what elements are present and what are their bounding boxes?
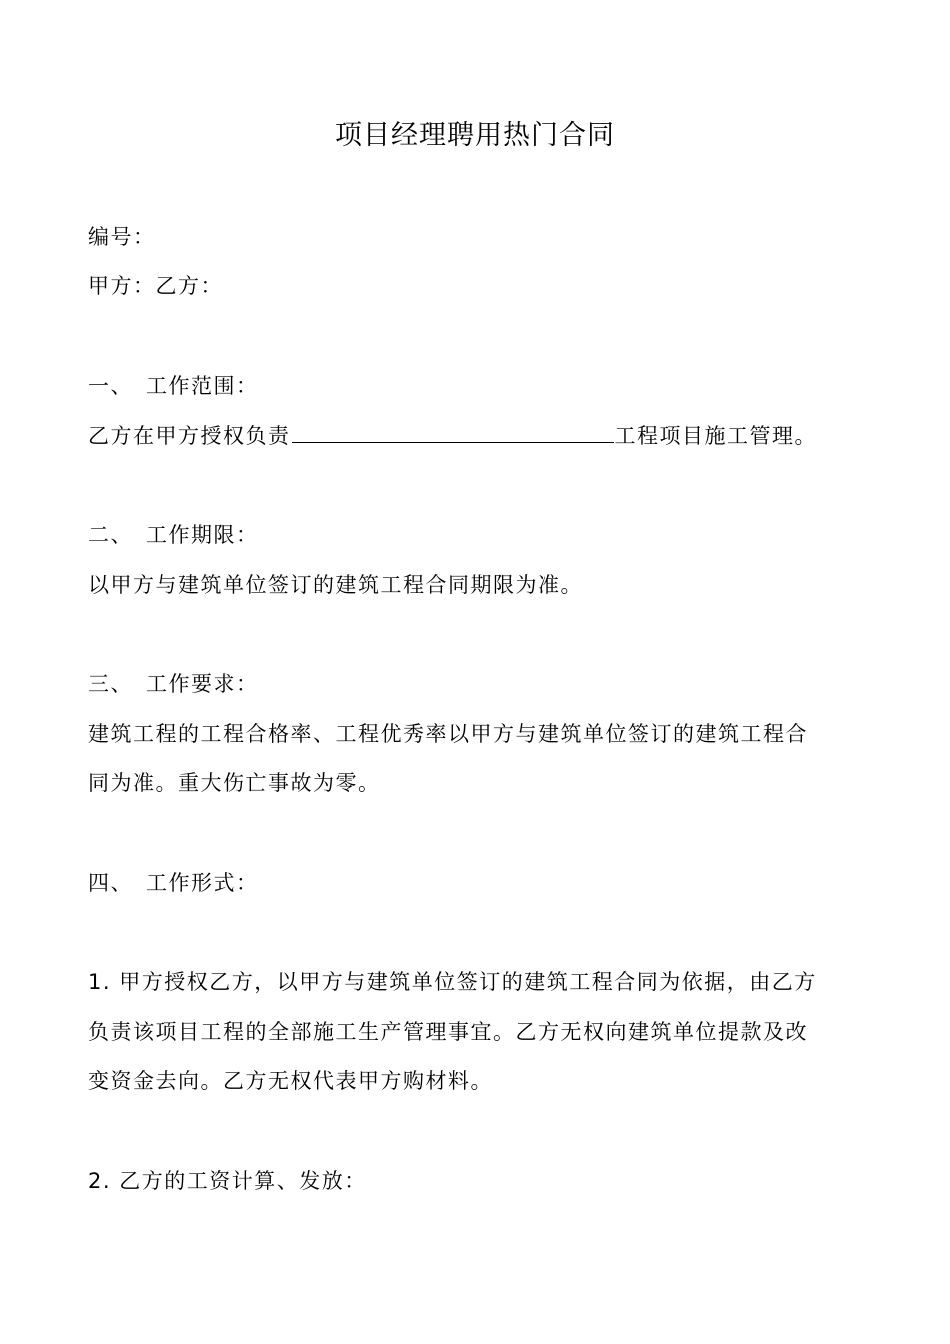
section-4-heading bbox=[88, 868, 259, 898]
section-3-heading bbox=[88, 669, 259, 699]
section-4-item-2-line-1: 2. 乙方的工资计算、发放： bbox=[88, 1169, 367, 1193]
section-3-text-line-1: 建筑工程的工程合格率、工程优秀率以甲方与建筑单位签订的建筑工程合 bbox=[88, 722, 808, 746]
section-4-item-1-line-3: 变资金去向。乙方无权代表甲方购材料。 bbox=[88, 1069, 493, 1093]
section-4-item-1-line-1: 1. 甲方授权乙方，以甲方与建筑单位签订的建筑工程合同为依据，由乙方 bbox=[88, 970, 817, 994]
section-1-title: 工作范围： bbox=[146, 374, 259, 398]
section-2-title: 工作期限： bbox=[146, 523, 259, 547]
contract-number-label: 编号： bbox=[88, 225, 156, 249]
section-2-number: 二、 bbox=[88, 523, 133, 547]
section-1-text-pre: 乙方在甲方授权负责 bbox=[88, 424, 291, 448]
section-1-heading bbox=[88, 371, 259, 401]
project-name-blank[interactable] bbox=[292, 420, 614, 443]
section-1-text-post: 工程项目施工管理。 bbox=[614, 424, 817, 448]
section-2-heading bbox=[88, 520, 259, 550]
section-1-text bbox=[88, 420, 817, 451]
section-4-number: 四、 bbox=[88, 871, 133, 895]
section-3-title: 工作要求： bbox=[146, 672, 259, 696]
parties-label: 甲方：乙方： bbox=[88, 274, 223, 298]
section-2-text: 以甲方与建筑单位签订的建筑工程合同期限为准。 bbox=[88, 573, 583, 597]
section-4-title: 工作形式： bbox=[146, 871, 259, 895]
section-3-number: 三、 bbox=[88, 672, 133, 696]
section-3-text-line-2: 同为准。重大伤亡事故为零。 bbox=[88, 771, 381, 795]
document-title: 项目经理聘用热门合同 bbox=[335, 120, 615, 151]
section-4-item-1-line-2: 负责该项目工程的全部施工生产管理事宜。乙方无权向建筑单位提款及改 bbox=[88, 1020, 808, 1044]
section-1-number: 一、 bbox=[88, 374, 133, 398]
